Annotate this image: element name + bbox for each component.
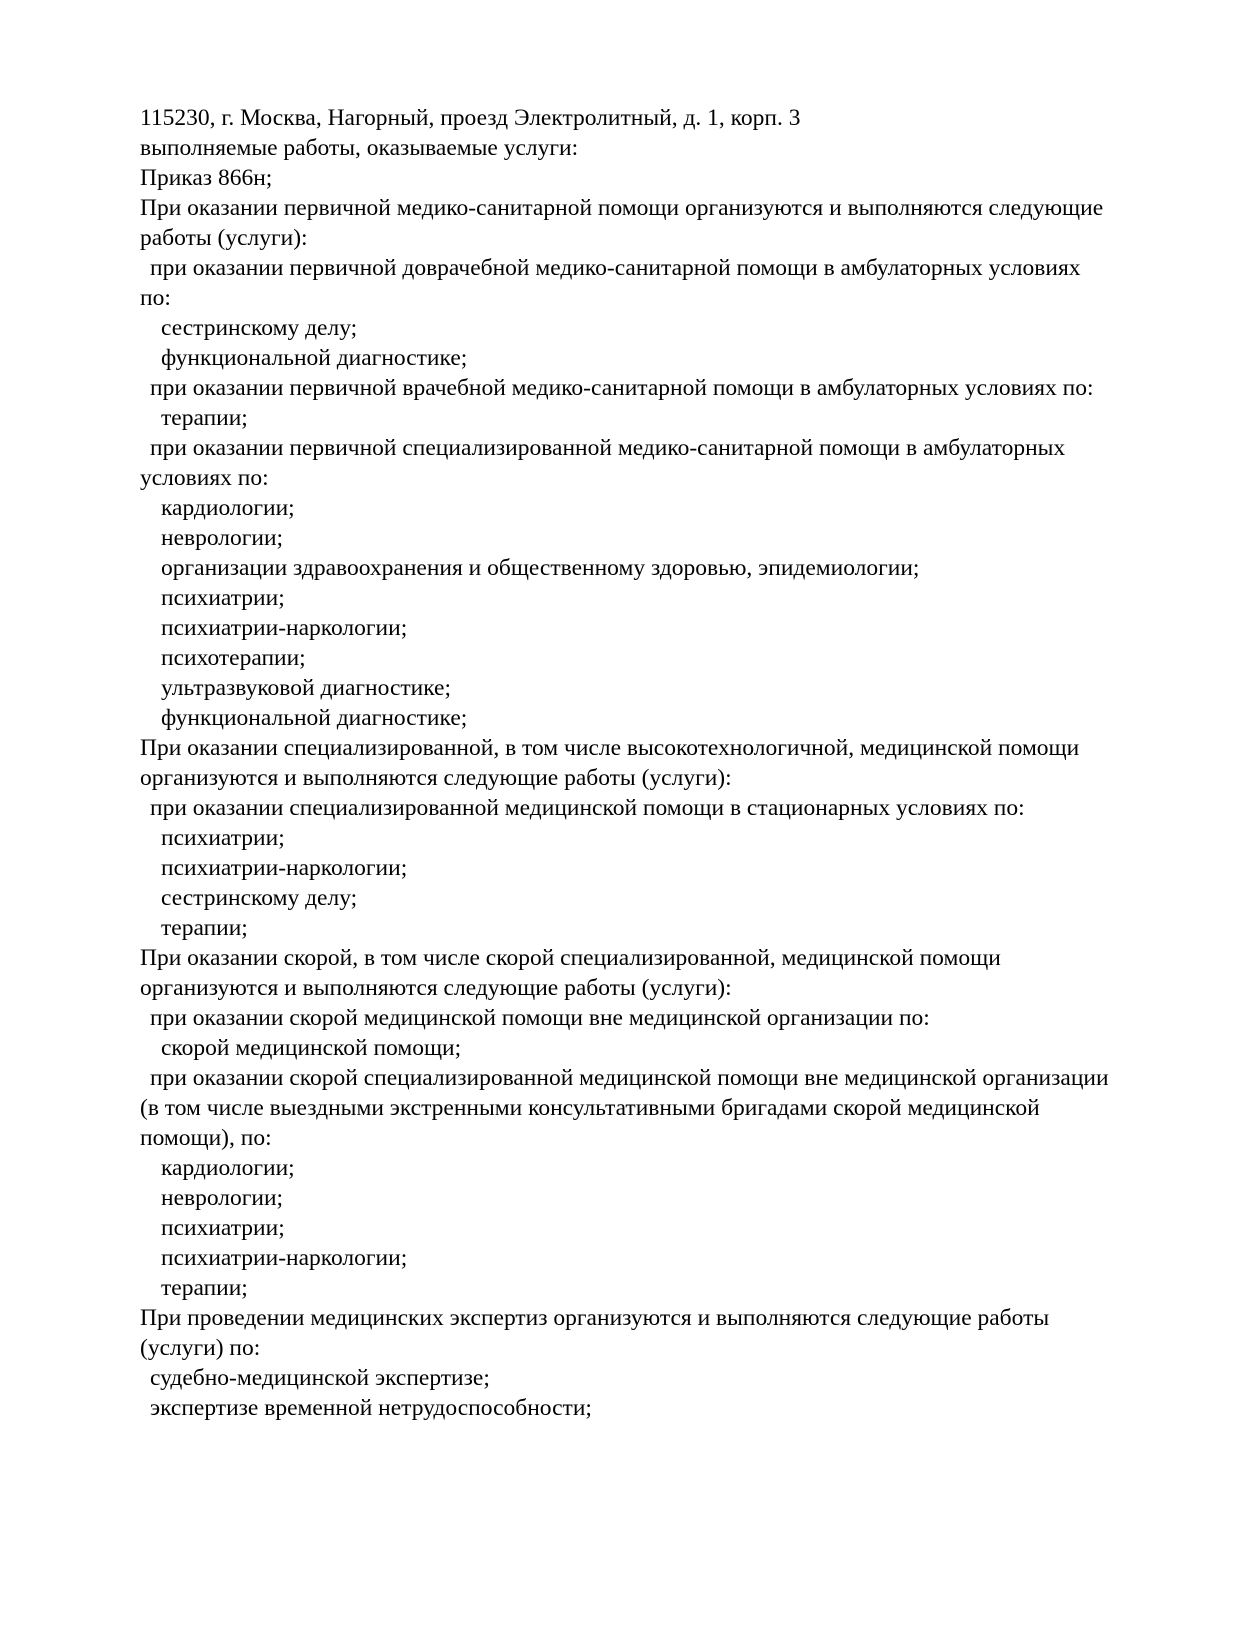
- text-line: При проведении медицинских экспертиз организуются и выполняются следующие работы: [140, 1305, 1050, 1331]
- text-line: сестринскому делу;: [161, 315, 358, 341]
- text-line: психиатрии-наркологии;: [161, 855, 408, 881]
- text-line: судебно-медицинской экспертизе;: [150, 1365, 490, 1391]
- text-line: терапии;: [161, 915, 248, 941]
- text-line: организуются и выполняются следующие работы (услуги):: [140, 975, 732, 1001]
- text-line: при оказании первичной врачебной медико-санитарной помощи в амбулаторных условиях по:: [150, 375, 1094, 401]
- text-line: скорой медицинской помощи;: [161, 1035, 462, 1061]
- text-line: психиатрии-наркологии;: [161, 1245, 408, 1271]
- text-line: психиатрии;: [161, 825, 285, 851]
- text-line: при оказании специализированной медицинской помощи в стационарных условиях по:: [150, 795, 1025, 821]
- text-line: При оказании первичной медико-санитарной помощи организуются и выполняются следующие: [140, 195, 1104, 221]
- text-line: выполняемые работы, оказываемые услуги:: [140, 135, 579, 161]
- text-line: психиатрии;: [161, 1215, 285, 1241]
- text-line: 115230, г. Москва, Нагорный, проезд Электролитный, д. 1, корп. 3: [140, 105, 801, 131]
- text-line: психиатрии-наркологии;: [161, 615, 408, 641]
- text-line: психиатрии;: [161, 585, 285, 611]
- text-line: кардиологии;: [161, 1155, 295, 1181]
- text-line: неврологии;: [161, 525, 284, 551]
- text-line: При оказании скорой, в том числе скорой специализированной, медицинской помощи: [140, 945, 1001, 971]
- document-text-block: [140, 103, 1220, 1423]
- text-line: психотерапии;: [161, 645, 306, 671]
- text-line: организации здравоохранения и общественному здоровью, эпидемиологии;: [161, 555, 920, 581]
- text-line: экспертизе временной нетрудоспособности;: [150, 1395, 592, 1421]
- text-line: терапии;: [161, 405, 248, 431]
- text-line: ультразвуковой диагностике;: [161, 675, 452, 701]
- text-line: терапии;: [161, 1275, 248, 1301]
- text-line: при оказании первичной доврачебной медико-санитарной помощи в амбулаторных условиях: [150, 255, 1081, 281]
- text-line: сестринскому делу;: [161, 885, 358, 911]
- text-line: организуются и выполняются следующие работы (услуги):: [140, 765, 732, 791]
- text-line: кардиологии;: [161, 495, 295, 521]
- text-line: при оказании первичной специализированной медико-санитарной помощи в амбулаторных: [150, 435, 1066, 461]
- text-line: работы (услуги):: [140, 225, 308, 251]
- text-line: при оказании скорой специализированной медицинской помощи вне медицинской организации: [150, 1065, 1109, 1091]
- text-line: функциональной диагностике;: [161, 345, 468, 371]
- text-line: по:: [140, 285, 171, 311]
- text-line: При оказании специализированной, в том числе высокотехнологичной, медицинской помощи: [140, 735, 1080, 761]
- text-line: условиях по:: [140, 465, 269, 491]
- text-line: неврологии;: [161, 1185, 284, 1211]
- text-line: (в том числе выездными экстренными консультативными бригадами скорой медицинской: [140, 1095, 1040, 1121]
- text-line: функциональной диагностике;: [161, 705, 468, 731]
- text-line: Приказ 866н;: [140, 165, 273, 191]
- text-line: помощи), по:: [140, 1125, 272, 1151]
- text-line: (услуги) по:: [140, 1335, 261, 1361]
- text-line: при оказании скорой медицинской помощи вне медицинской организации по:: [150, 1005, 930, 1031]
